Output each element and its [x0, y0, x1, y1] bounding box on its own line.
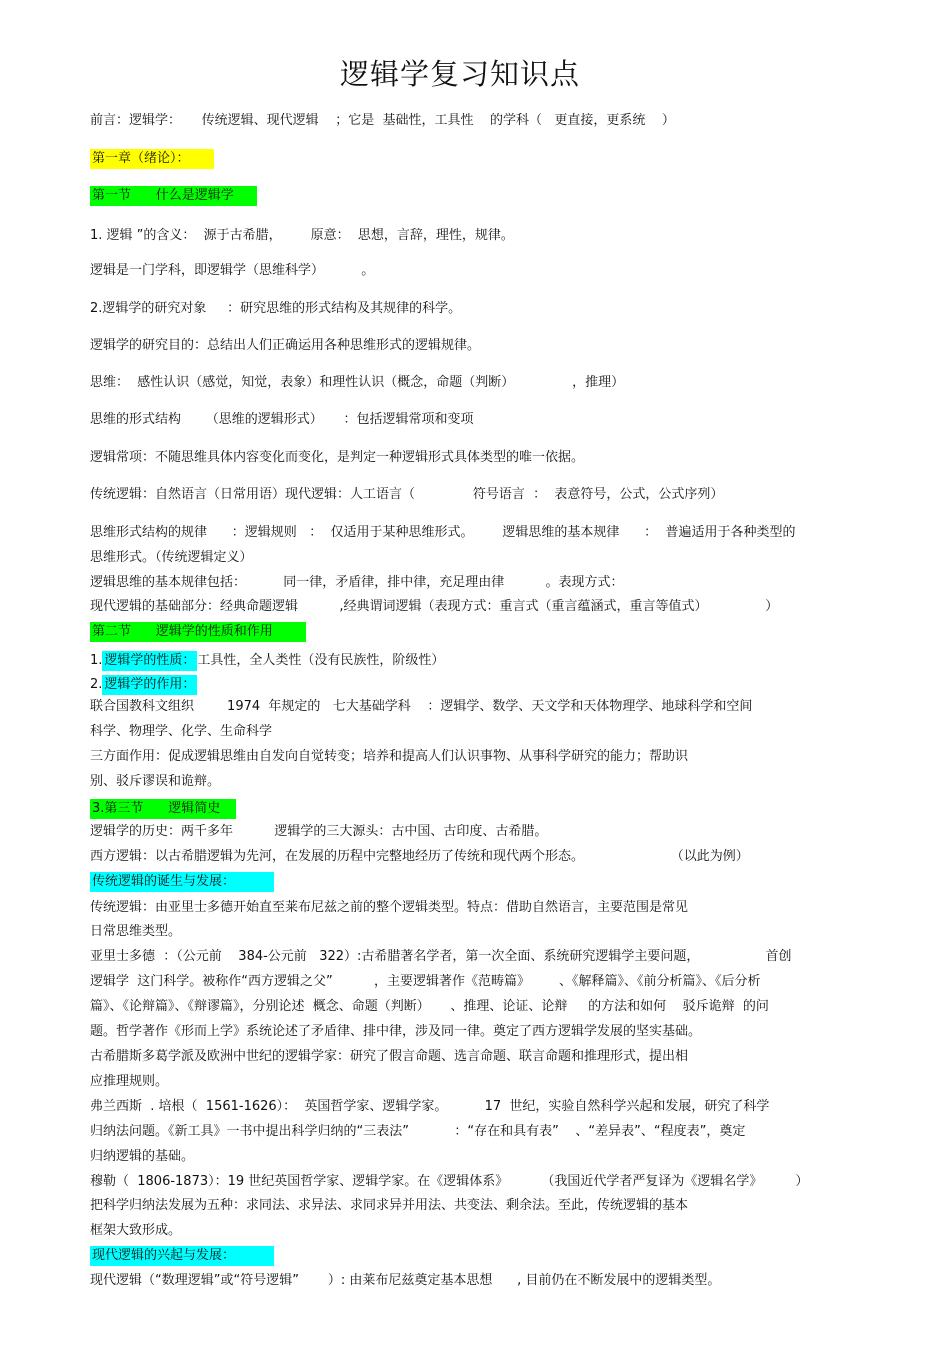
modern-logic-heading: 现代逻辑的兴起与发展：	[90, 1246, 274, 1266]
section-heading	[90, 186, 257, 206]
text-line: 逻辑学的历史：两千多年 逻辑学的三大源头：古中国、古印度、古希腊。	[90, 824, 548, 839]
text-line: 逻辑是一门学科，即逻辑学（思维科学） 。	[90, 263, 375, 278]
preface-line: 前言：逻辑学： 传统逻辑、现代逻辑 ；它是 基础性，工具性 的学科（ 更直接，更系统 ）	[90, 113, 675, 128]
role-line	[90, 675, 197, 695]
section-heading	[90, 622, 306, 642]
text-line: 西方逻辑：以古希腊逻辑为先河，在发展的历程中完整地经历了传统和现代两个形态。 （以此为例）	[90, 849, 749, 864]
text-line: 穆勒（ 1806-1873）：19 世纪英国哲学家、逻辑学家。在《逻辑体系》 （我国近代学者严复译为《逻辑名学》 ）	[90, 1174, 809, 1189]
text-line: 思维的形式结构 （思维的逻辑形式） ：包括逻辑常项和变项	[90, 412, 474, 427]
text-line: 联合国教科文组织 1974 年规定的 七大基础学科 ：逻辑学、数学、天文学和天体物理学、地球科学和空间	[90, 699, 753, 714]
text-line: 科学、物理学、化学、生命科学	[90, 724, 273, 739]
text-line: 应推理规则。	[90, 1074, 169, 1089]
text-line: 题。哲学著作《形而上学》系统论述了矛盾律、排中律，涉及同一律。奠定了西方逻辑学发展的坚实基础。	[90, 1024, 702, 1039]
nature-text: 工具性，全人类性（没有民族性，阶级性）	[197, 653, 445, 668]
text-line: 归纳逻辑的基础。	[90, 1149, 195, 1164]
text-line: 1. 逻辑 ”的含义： 源于古希腊， 原意： 思想，言辞，理性，规律。	[90, 228, 514, 243]
traditional-logic-heading: 传统逻辑的诞生与发展：	[90, 872, 274, 892]
list-number: 2.	[90, 677, 103, 692]
text-line: 弗兰西斯 . 培根（ 1561-1626）： 英国哲学家、逻辑学家。 17 世纪，实验自然科学兴起和发展，研究了科学	[90, 1099, 770, 1114]
role-label: 逻辑学的作用：	[102, 675, 197, 695]
section-heading	[90, 799, 236, 819]
text-line: 逻辑学 这门科学。被称作“西方逻辑之父” ，主要逻辑著作《范畴篇》 、《解释篇》、《前分析篇》、《后分析	[90, 974, 761, 989]
text-line: 思维形式。（传统逻辑定义）	[90, 550, 253, 565]
section-2-label: 第二节 逻辑学的性质和作用	[90, 622, 306, 642]
subheading	[90, 872, 274, 892]
subheading	[90, 1246, 274, 1266]
list-number: 1.	[90, 653, 103, 668]
text-line: 篇》、《论辩篇》、《辩谬篇》，分别论述 概念、命题（判断） 、推理、论证、论辩 的方法和如何 驳斥诡辩 的问	[90, 999, 769, 1014]
text-line: 逻辑思维的基本规律包括： 同一律，矛盾律，排中律，充足理由律 。表现方式：	[90, 575, 624, 590]
text-line: 2.逻辑学的研究对象 ：研究思维的形式结构及其规律的科学。	[90, 301, 462, 316]
section-3-label: 3.第三节 逻辑简史	[90, 799, 236, 819]
text-line: 归纳法问题。《新工具》一书中提出科学归纳的“三表法” ：“存在和具有表” 、“差异表”、“程度表”，奠定	[90, 1124, 746, 1139]
text-line: 思维形式结构的规律 ：逻辑规则 ： 仅适用于某种思维形式。 逻辑思维的基本规律 ： 普遍适用于各种类型的	[90, 525, 796, 540]
nature-label: 逻辑学的性质：	[102, 651, 197, 671]
nature-line	[90, 651, 444, 671]
text-line: 古希腊斯多葛学派及欧洲中世纪的逻辑学家：研究了假言命题、选言命题、联言命题和推理形式，提出相	[90, 1049, 689, 1064]
text-line: 三方面作用：促成逻辑思维由自发向自觉转变；培养和提高人们认识事物、从事科学研究的能力；帮助识	[90, 749, 689, 764]
text-line: 传统逻辑：由亚里士多德开始直至莱布尼兹之前的整个逻辑类型。特点：借助自然语言，主要范围是常见	[90, 900, 689, 915]
chapter-heading	[90, 149, 214, 169]
page-title: 逻辑学复习知识点	[339, 57, 580, 91]
text-line: 框架大致形成。	[90, 1223, 182, 1238]
text-line: 日常思维类型。	[90, 924, 182, 939]
text-line: 现代逻辑（“数理逻辑”或“符号逻辑” ）: 由莱布尼兹奠定基本思想 , 目前仍在不断发展中的逻辑类型。	[90, 1273, 721, 1288]
text-line: 传统逻辑：自然语言（日常用语）现代逻辑：人工语言（ 符号语言 ： 表意符号，公式，公式序列）	[90, 487, 724, 502]
text-line: 思维： 感性认识（感觉，知觉，表象）和理性认识（概念，命题（判断） ，推理）	[90, 375, 625, 390]
section-1-label: 第一节 什么是逻辑学	[90, 186, 257, 206]
chapter-1-label: 第一章（绪论）：	[90, 149, 214, 169]
text-line: 逻辑常项：不随思维具体内容变化而变化，是判定一种逻辑形式具体类型的唯一依据。	[90, 450, 585, 465]
text-line: 别、驳斥谬误和诡辩。	[90, 774, 221, 789]
text-line: 亚里士多德 ：（公元前 384-公元前 322）:古希腊著名学者，第一次全面、系统研究逻辑学主要问题， 首创	[90, 949, 792, 964]
text-line: 逻辑学的研究目的：总结出人们正确运用各种思维形式的逻辑规律。	[90, 338, 481, 353]
text-line: 现代逻辑的基础部分：经典命题逻辑 ,经典谓词逻辑（表现方式：重言式（重言蕴涵式，重言等值式） ）	[90, 599, 779, 614]
text-line: 把科学归纳法发展为五种：求同法、求异法、求同求异并用法、共变法、剩余法。至此，传统逻辑的基本	[90, 1198, 689, 1213]
